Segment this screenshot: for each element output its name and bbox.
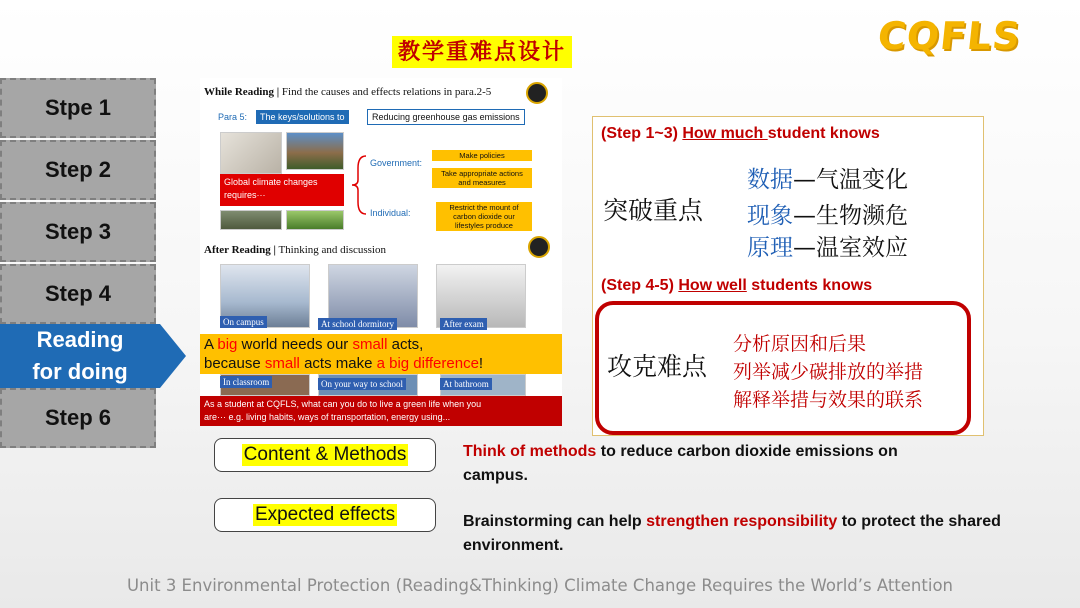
expected-effects-label: Expected effects bbox=[254, 504, 396, 525]
difficult-item-3: 解释举措与效果的联系 bbox=[733, 389, 924, 411]
slogan-line-1: A big world needs our small acts, bbox=[204, 336, 424, 353]
difficult-points-box bbox=[595, 301, 971, 435]
caption-on-campus: On campus bbox=[220, 316, 267, 328]
nav-step-2[interactable]: Step 2 bbox=[0, 140, 156, 200]
difficult-item-1: 分析原因和后果 bbox=[733, 333, 867, 355]
nav-step-3[interactable]: Step 3 bbox=[0, 202, 156, 262]
keys-solutions-box: The keys/solutions to bbox=[256, 110, 349, 124]
while-reading-heading: While Reading | Find the causes and effects relations in para.2-5 bbox=[204, 86, 492, 98]
expected-effects-pill bbox=[214, 498, 436, 532]
gov-item-policies: Make policies bbox=[432, 150, 532, 161]
para-label: Para 5: bbox=[218, 112, 248, 122]
cqfls-logo: CQFLS bbox=[875, 14, 1024, 58]
government-label: Government: bbox=[370, 158, 423, 168]
nav-step-6[interactable]: Step 6 bbox=[0, 388, 156, 448]
question-line-1: As a student at CQFLS, what can you do to live a green life when you bbox=[204, 399, 482, 409]
break-key-points-label: 突破重点 bbox=[603, 196, 704, 225]
caption-way-to-school: On your way to school bbox=[318, 378, 406, 390]
question-line-2: are··· e.g. living habits, ways of transportation, energy using... bbox=[204, 412, 451, 422]
nav-step-4[interactable]: Step 4 bbox=[0, 264, 156, 324]
step-1-3-heading: (Step 1~3) How much student knows bbox=[601, 125, 880, 142]
reading-slide-panel bbox=[200, 78, 562, 426]
after-reading-heading: After Reading | Thinking and discussion bbox=[204, 244, 386, 256]
active-step-arrow bbox=[160, 324, 186, 388]
photo-bus bbox=[286, 132, 344, 170]
individual-label: Individual: bbox=[370, 208, 411, 218]
gov-item-actions: Take appropriate actions and measures bbox=[432, 168, 532, 188]
key-points-box bbox=[592, 116, 984, 436]
key-point-row-2: 现象—生物濒危 bbox=[747, 203, 908, 229]
photo-trees bbox=[220, 210, 282, 230]
content-methods-pill bbox=[214, 438, 436, 472]
nav-step-1[interactable]: Stpe 1 bbox=[0, 78, 156, 138]
caption-dormitory: At school dormitory bbox=[318, 318, 397, 330]
content-methods-label: Content & Methods bbox=[243, 444, 407, 465]
expected-effects-text: Brainstorming can help strengthen responsibility to protect the shared environment. bbox=[463, 513, 1001, 554]
photo-leaves bbox=[286, 210, 344, 230]
school-badge-icon bbox=[526, 82, 548, 104]
photo-hand-switch bbox=[220, 132, 282, 174]
slogan-line-2: because small acts make a big difference! bbox=[204, 355, 484, 372]
difficult-item-2: 列举减少碳排放的举措 bbox=[733, 361, 924, 383]
footer-unit-title: Unit 3 Environmental Protection (Reading&Thinking) Climate Change Requires the World’s Attention bbox=[126, 576, 953, 595]
caption-at-bathroom: At bathroom bbox=[440, 378, 492, 390]
global-climate-box: Global climate changes requires··· bbox=[220, 174, 344, 206]
slogan-box bbox=[200, 334, 562, 374]
slide-title: 教学重难点设计 bbox=[392, 36, 572, 68]
reduce-emissions-box: Reducing greenhouse gas emissions bbox=[367, 109, 525, 125]
difficult-points-label: 攻克难点 bbox=[607, 352, 708, 381]
nav-step-reading-for-doing[interactable]: Reading for doing bbox=[0, 324, 160, 388]
caption-in-classroom: In classroom bbox=[220, 376, 272, 388]
caption-after-exam: After exam bbox=[440, 318, 487, 330]
key-point-row-1: 数据—气温变化 bbox=[747, 167, 908, 193]
brace-icon bbox=[350, 154, 370, 216]
school-badge-icon-2 bbox=[528, 236, 550, 258]
content-methods-text: Think of methods to reduce carbon dioxide emissions on campus. bbox=[463, 443, 898, 484]
step-4-5-heading: (Step 4-5) How well students knows bbox=[601, 277, 873, 294]
ind-item-restrict: Restrict the mount of carbon dioxide our lifestyles produce bbox=[436, 202, 532, 231]
green-life-question bbox=[200, 396, 562, 426]
key-point-row-3: 原理—温室效应 bbox=[747, 235, 908, 261]
